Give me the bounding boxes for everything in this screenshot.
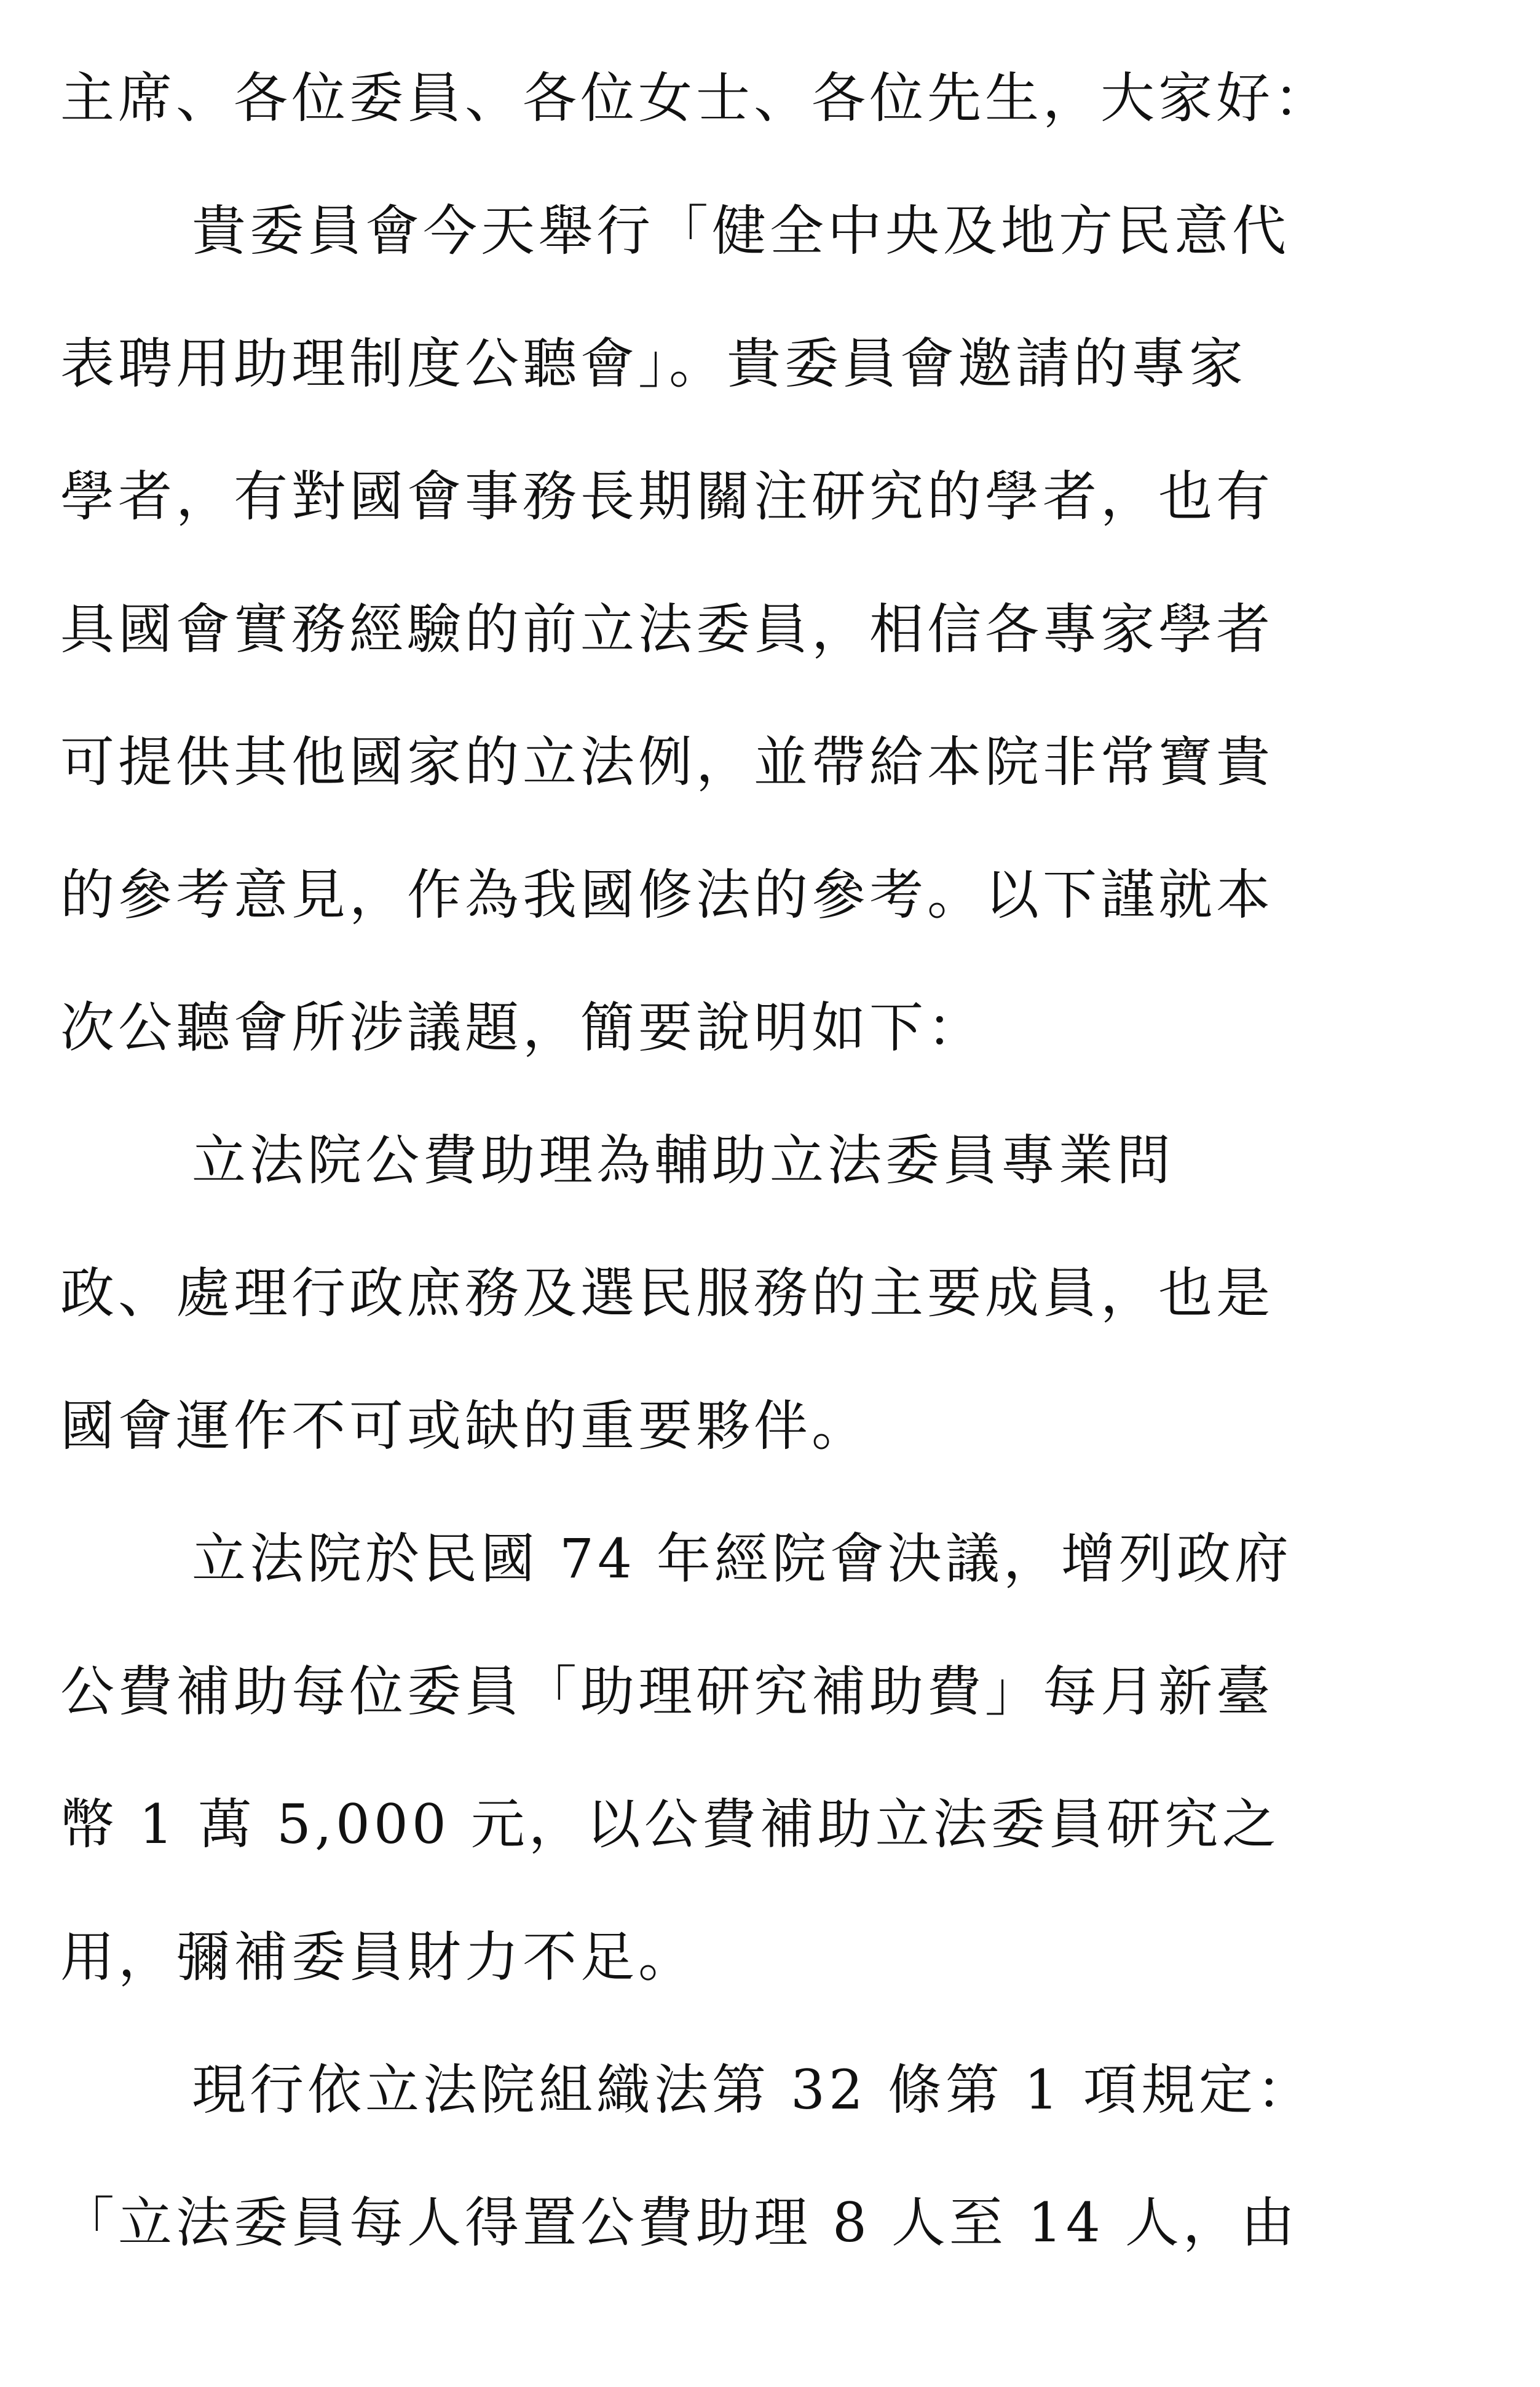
text-line-14: 幣 1 萬 5,000 元，以公費補助立法委員研究之 bbox=[60, 1793, 1280, 1856]
text-line-3: 表聘用助理制度公聽會」。貴委員會邀請的專家 bbox=[60, 332, 1247, 395]
text-line-5: 具國會實務經驗的前立法委員，相信各專家學者 bbox=[60, 598, 1274, 661]
text-line-9: 立法院公費助理為輔助立法委員專業問 bbox=[192, 1129, 1175, 1192]
text-line-17: 「立法委員每人得置公費助理 8 人至 14 人，由 bbox=[60, 2191, 1298, 2254]
text-line-6: 可提供其他國家的立法例，並帶給本院非常寶貴 bbox=[60, 730, 1274, 794]
text-line-10: 政、處理行政庶務及選民服務的主要成員，也是 bbox=[60, 1261, 1274, 1325]
speech-text bbox=[60, 32, 1474, 2289]
text-line-7: 的參考意見，作為我國修法的參考。以下謹就本 bbox=[60, 863, 1274, 926]
text-line-8: 次公聽會所涉議題，簡要說明如下： bbox=[60, 996, 985, 1059]
text-line-1: 主席、各位委員、各位女士、各位先生，大家好： bbox=[60, 66, 1332, 130]
text-line-4: 學者，有對國會事務長期關注研究的學者，也有 bbox=[60, 465, 1274, 528]
text-line-11: 國會運作不可或缺的重要夥伴。 bbox=[60, 1394, 870, 1458]
text-line-13: 公費補助每位委員「助理研究補助費」每月新臺 bbox=[60, 1660, 1274, 1723]
text-line-2: 貴委員會今天舉行「健全中央及地方民意代 bbox=[192, 199, 1290, 262]
text-line-12: 立法院於民國 74 年經院會決議，增列政府 bbox=[192, 1527, 1292, 1590]
text-line-15: 用，彌補委員財力不足。 bbox=[60, 1925, 697, 1989]
text-line-16: 現行依立法院組織法第 32 條第 1 項規定： bbox=[192, 2058, 1314, 2121]
